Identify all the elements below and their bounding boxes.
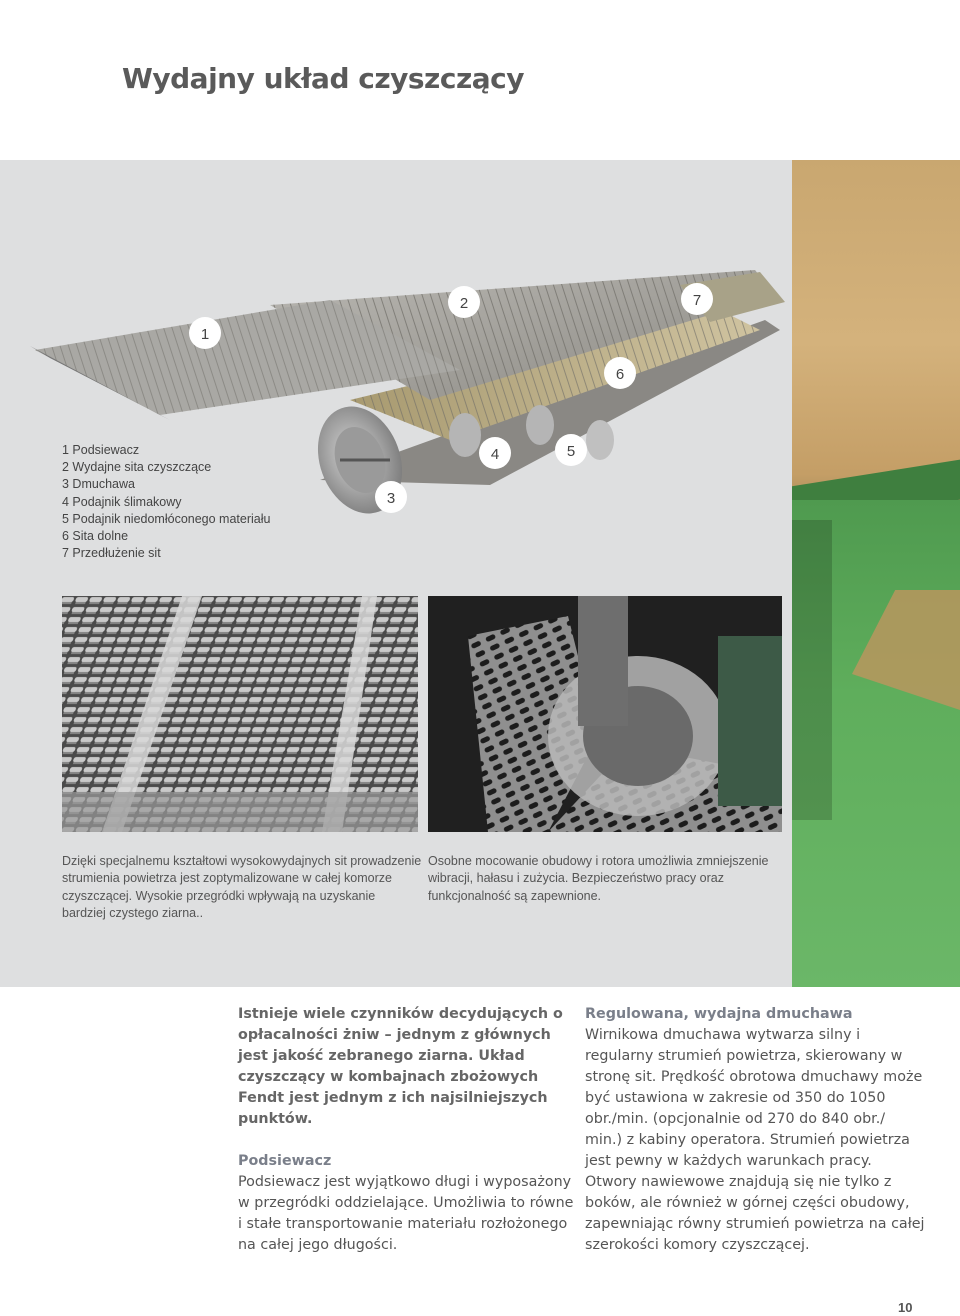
legend-item: 5 Podajnik niedomłóconego materiału [62, 511, 271, 526]
legend-item: 3 Dmuchawa [62, 477, 135, 492]
legend-item: 2 Wydajne sita czyszczące [62, 460, 212, 475]
legend-item: 7 Przedłużenie sit [62, 546, 161, 561]
diagram-legend [62, 442, 270, 562]
marker-7: 7 [692, 292, 702, 309]
marker-3: 3 [386, 490, 396, 507]
marker-4: 4 [490, 446, 500, 463]
intro-paragraph: Istnieje wiele czynników decydujących o opłacalności żniw – jednym z głównych jest jakość zebranego ziarna. Układ czyszczący w kombajnach zbożowych Fendt jest jednym z ich najsilniejszych punktów. [238, 1006, 563, 1127]
legend-item: 1 Podsiewacz [62, 443, 140, 457]
caption-sieve: Dzięki specjalnemu kształtowi wysokowydajnych sit prowadzenie strumienia powietrza jest zoptymalizowane w całej komorze czyszczącej. Wysokie przegródki wpływają na uzyskanie bardziej czystego ziarna.. [62, 853, 422, 920]
legend-item: 4 Podajnik ślimakowy [62, 494, 182, 509]
section-text: Podsiewacz jest wyjątkowo długi i wyposażony w przegródki oddzielające. Umożliwia to równe i stałe transportowanie materiału rozłożonego na całej jego długości. [238, 1174, 574, 1253]
marker-6: 6 [615, 366, 625, 383]
legend-item: 6 Sita dolne [62, 529, 129, 544]
fan-photo [428, 596, 782, 832]
marker-5: 5 [566, 443, 576, 460]
marker-1: 1 [200, 326, 210, 343]
sieve-photo [62, 596, 418, 832]
caption-fan: Osobne mocowanie obudowy i rotora umożliwia zmniejszenie wibracji, hałasu i zużycia. Bezpieczeństwo pracy oraz funkcjonalność są zapewnione. [428, 853, 769, 903]
section-text: Wirnikowa dmuchawa wytwarza silny i regularny strumień powietrza, skierowany w stronę sit. Prędkość obrotowa dmuchawy może być ustawiona w zakresie od 350 do 1050 obr./min. (opcjonalnie od 270 do 840 obr./ min.) z kabiny operatora. Strumień powietrza jest pewny w każdych warunkach pracy. Otwory nawiewowe znajdują się nie tylko z boków, ale również w górnej części obudowy, zapewniając równy strumień powietrza na całej szerokości komory czyszczącej. [585, 1027, 925, 1253]
marker-2: 2 [459, 295, 469, 312]
field-photo [792, 160, 960, 987]
section-heading: Regulowana, wydajna dmuchawa [585, 1006, 853, 1022]
page-number: 10 [898, 1300, 913, 1315]
text-column-left [238, 1004, 578, 1256]
text-column-right [585, 1004, 925, 1256]
section-heading: Podsiewacz [238, 1153, 332, 1169]
page-title: Wydajny układ czyszczący [122, 62, 524, 95]
